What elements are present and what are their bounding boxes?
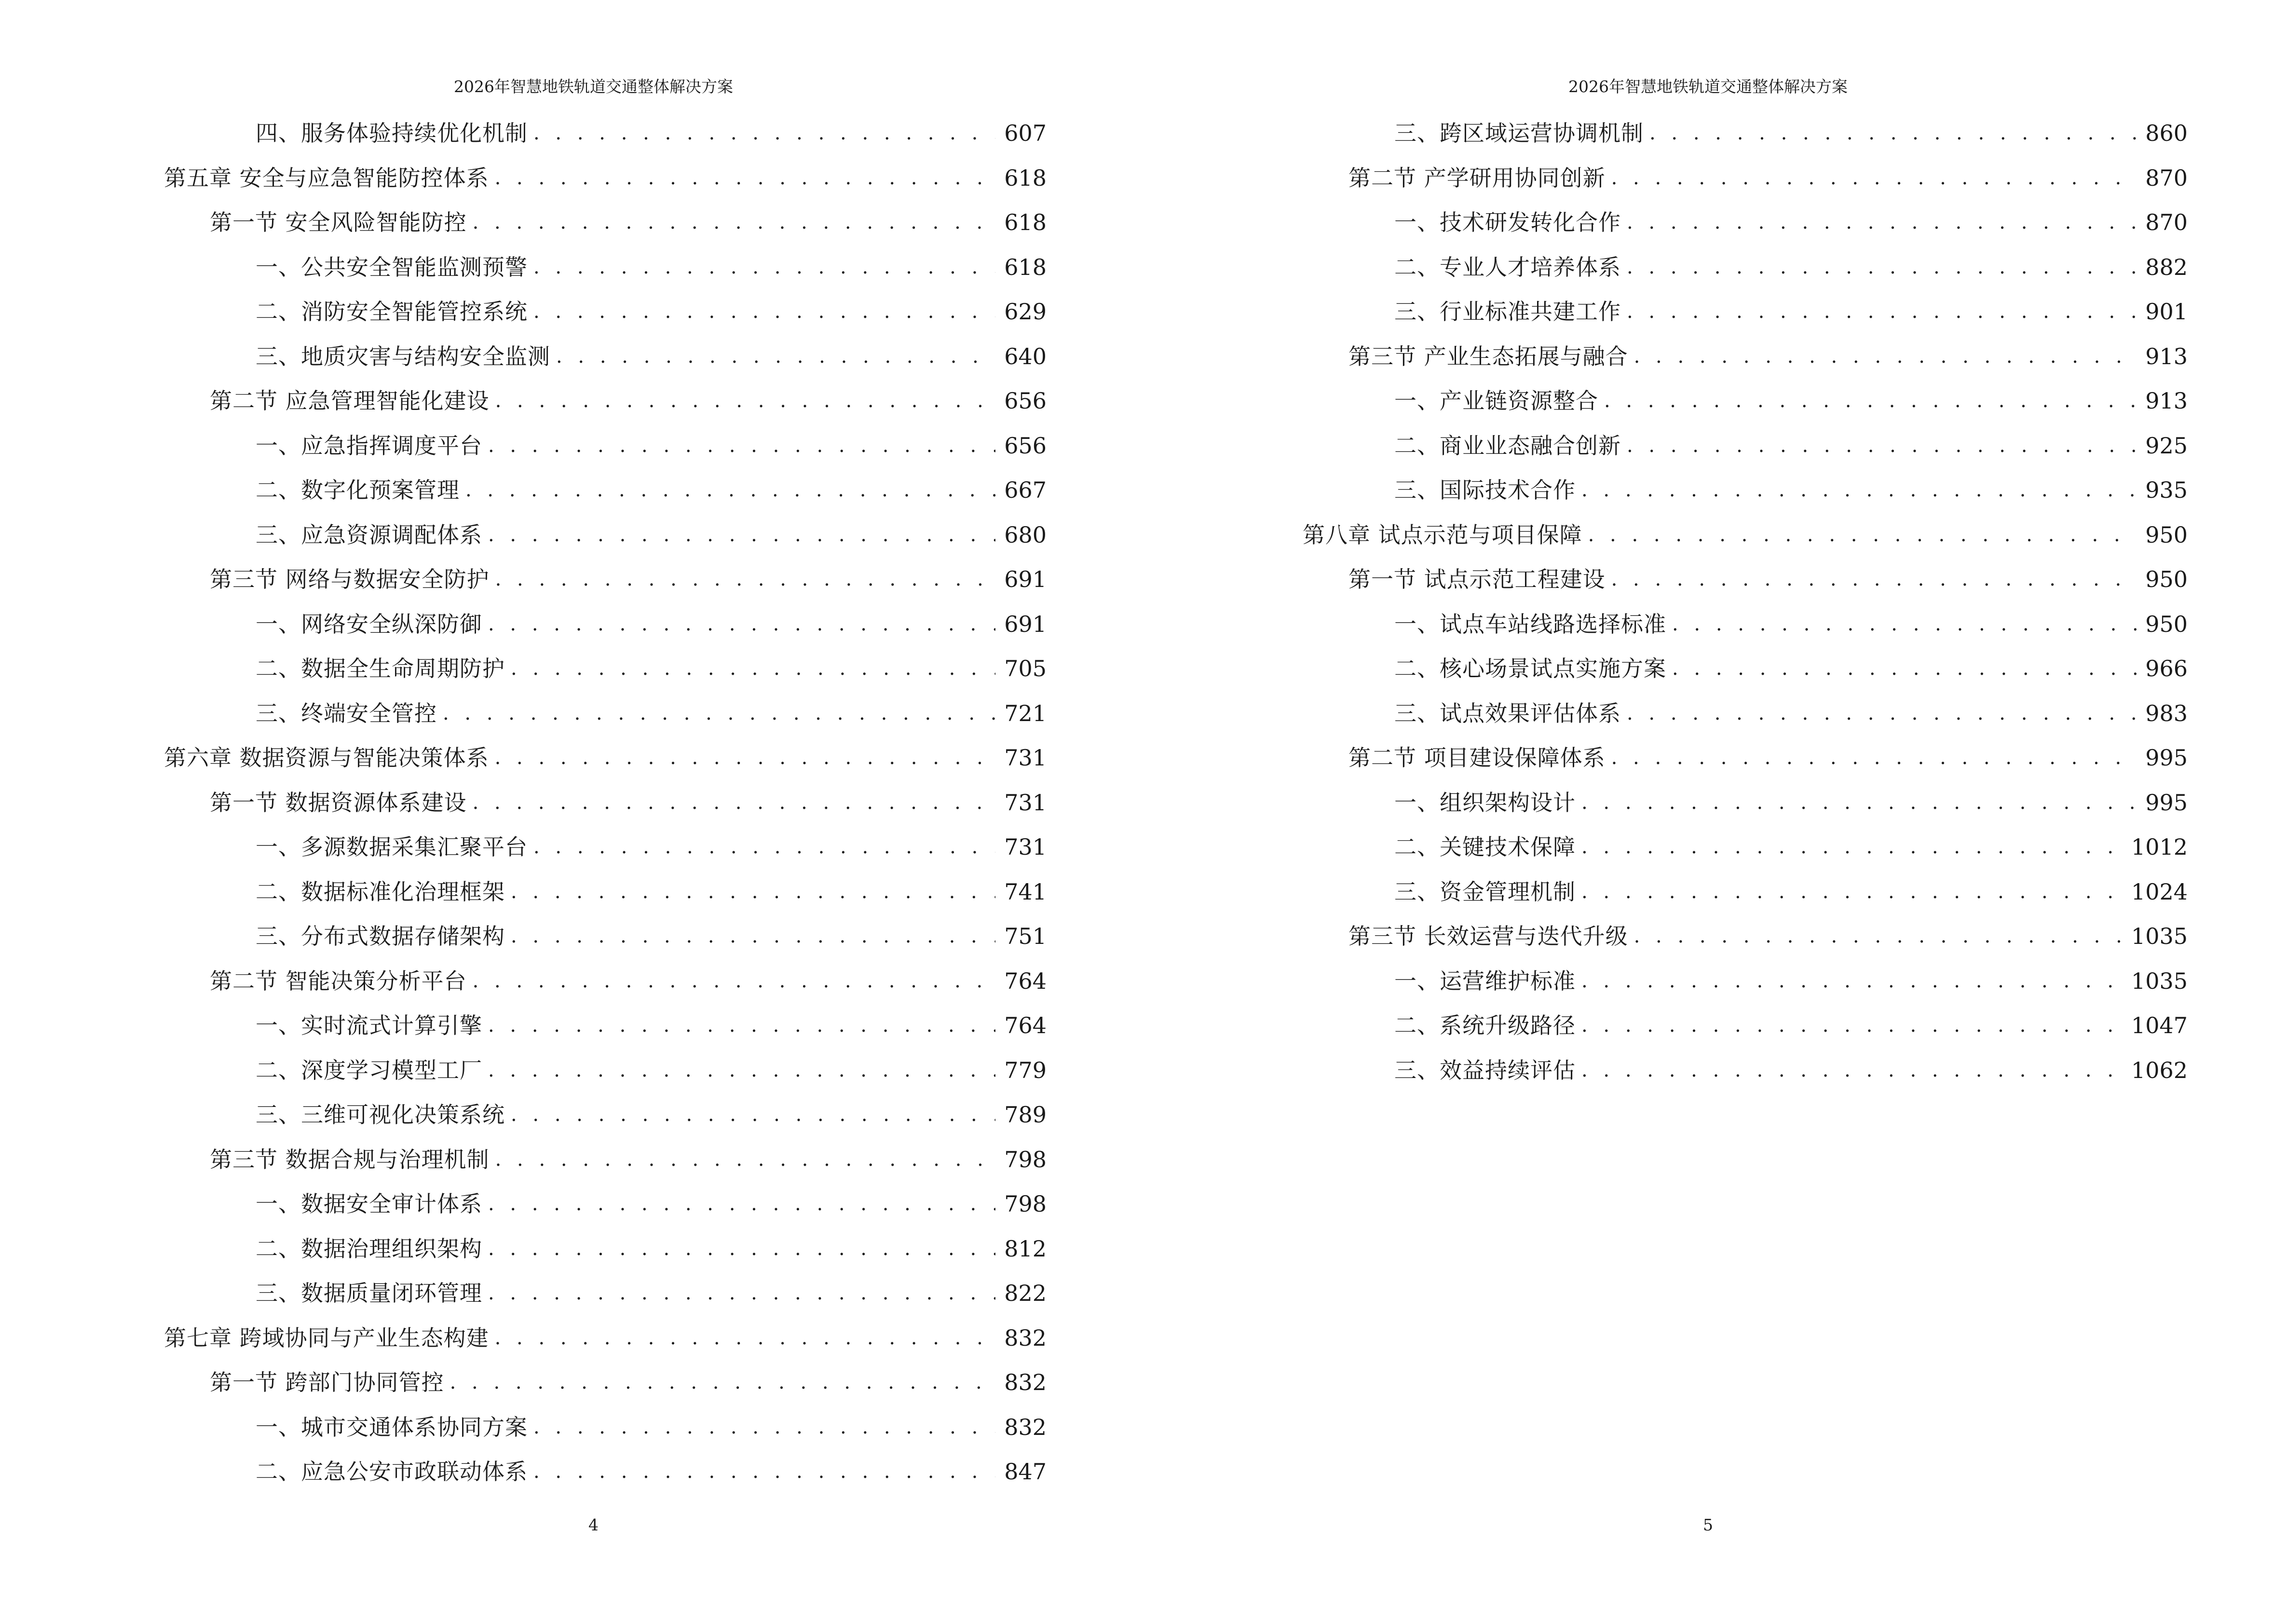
toc-entry-title: 第一节 安全风险智能防控 (210, 209, 467, 236)
dot-leader (495, 387, 996, 414)
dot-leader (511, 878, 995, 905)
dot-leader (1627, 298, 2137, 325)
dot-leader (533, 833, 995, 860)
dot-leader (1611, 744, 2137, 771)
toc-entry-page-number: 1024 (2131, 878, 2188, 905)
toc-entry[interactable] (164, 468, 1047, 513)
toc-entry-page-number: 913 (2145, 343, 2188, 369)
toc-entry-title: 一、实时流式计算引擎 (256, 1012, 482, 1039)
toc-entry-page-number: 983 (2145, 700, 2188, 726)
toc-entry-page-number: 764 (1004, 968, 1047, 994)
toc-entry-title: 三、资金管理机制 (1394, 878, 1576, 905)
toc-entry[interactable] (1303, 468, 2188, 513)
toc-entry-title: 第二节 项目建设保障体系 (1348, 745, 1606, 771)
dot-leader (1581, 477, 2137, 504)
toc-entry-title: 三、分布式数据存储架构 (256, 923, 505, 950)
dot-leader (533, 120, 995, 147)
dot-leader (473, 789, 996, 816)
toc-entry-title: 第二节 智能决策分析平台 (210, 968, 467, 994)
toc-entry-page-number: 741 (1004, 878, 1047, 905)
toc-entry-title: 第六章 数据资源与智能决策体系 (164, 745, 489, 771)
page-number: 4 (588, 1515, 599, 1534)
dot-leader (1649, 120, 2137, 147)
dot-leader (511, 655, 995, 682)
toc-entry[interactable] (164, 691, 1047, 736)
toc-entry-title: 第八章 试点示范与项目保障 (1303, 521, 1582, 548)
toc-entry[interactable] (164, 1182, 1047, 1227)
dot-leader (495, 164, 996, 191)
dot-leader (533, 1414, 995, 1441)
toc-entry[interactable] (1303, 959, 2188, 1004)
toc-entry-page-number: 731 (1004, 745, 1047, 771)
toc-entry-title: 二、数据治理组织架构 (256, 1235, 482, 1262)
dot-leader (488, 1190, 995, 1217)
toc-entry-page-number: 751 (1004, 923, 1047, 950)
toc-entry-page-number: 798 (1004, 1191, 1047, 1217)
running-header: 2026年智慧地铁轨道交通整体解决方案 (1568, 77, 1848, 96)
toc-entry-title: 二、关键技术保障 (1394, 834, 1576, 860)
toc-entry[interactable] (164, 1316, 1047, 1361)
toc-entry[interactable] (164, 1048, 1047, 1093)
toc-entry-page-number: 995 (2145, 745, 2188, 771)
toc-entry[interactable] (1303, 379, 2188, 423)
toc-entry[interactable] (1303, 334, 2188, 379)
toc-entry-title: 二、应急公安市政联动体系 (256, 1459, 528, 1485)
toc-entry-title: 三、行业标准共建工作 (1394, 299, 1621, 325)
toc-entry-title: 三、地质灾害与结构安全监测 (256, 343, 550, 369)
toc-entry-page-number: 1062 (2131, 1057, 2188, 1083)
toc-entry-page-number: 882 (2145, 254, 2188, 280)
toc-entry-title: 二、系统升级路径 (1394, 1012, 1576, 1039)
toc-entry-title: 一、运营维护标准 (1394, 968, 1576, 994)
dot-leader (488, 1235, 995, 1262)
dot-leader (1611, 566, 2137, 593)
toc-entry-page-number: 779 (1004, 1057, 1047, 1083)
toc-entry-title: 第三节 网络与数据安全防护 (210, 566, 490, 593)
dot-leader (488, 1280, 995, 1307)
toc-entry-page-number: 705 (1004, 655, 1047, 682)
dot-leader (488, 611, 995, 638)
toc-entry-page-number: 731 (1004, 834, 1047, 860)
toc-entry-page-number: 822 (1004, 1280, 1047, 1307)
toc-entry-page-number: 1012 (2131, 834, 2188, 860)
toc-entry-page-number: 1035 (2131, 923, 2188, 950)
toc-entry-page-number: 764 (1004, 1012, 1047, 1039)
toc-entry-page-number: 925 (2145, 432, 2188, 459)
dot-leader (1604, 387, 2137, 414)
toc-entry-title: 第二节 应急管理智能化建设 (210, 388, 490, 414)
toc-entry[interactable] (1303, 245, 2188, 290)
dot-leader (1634, 343, 2137, 370)
toc-entry[interactable] (1303, 914, 2188, 959)
toc-entry-title: 第一节 数据资源体系建设 (210, 789, 467, 816)
toc-entry[interactable] (164, 914, 1047, 959)
toc-entry-page-number: 832 (1004, 1414, 1047, 1440)
page-number: 5 (1703, 1515, 1713, 1534)
toc-entry[interactable] (1303, 1003, 2188, 1048)
toc-entry-title: 二、深度学习模型工厂 (256, 1057, 482, 1083)
toc-entry[interactable] (164, 423, 1047, 468)
toc-entry[interactable] (164, 736, 1047, 780)
toc-entry-title: 二、商业业态融合创新 (1394, 432, 1621, 459)
toc-entry[interactable] (164, 289, 1047, 334)
toc-entry-title: 第一节 跨部门协同管控 (210, 1369, 444, 1396)
toc-entry[interactable] (1303, 691, 2188, 736)
dot-leader (495, 566, 996, 593)
dot-leader (495, 744, 996, 771)
toc-entry-page-number: 1035 (2131, 968, 2188, 994)
toc-entry[interactable] (164, 1271, 1047, 1316)
dot-leader (1634, 923, 2123, 950)
toc-entry-page-number: 935 (2145, 477, 2188, 504)
toc-entry[interactable] (1303, 870, 2188, 914)
toc-entry-page-number: 607 (1004, 120, 1047, 147)
dot-leader (511, 1101, 995, 1128)
toc-entry[interactable] (1303, 825, 2188, 870)
toc-entry-title: 三、效益持续评估 (1394, 1057, 1576, 1083)
toc-entry[interactable] (164, 1405, 1047, 1450)
toc-entry-title: 三、国际技术合作 (1394, 477, 1576, 504)
dot-leader (443, 700, 995, 727)
toc-entry-page-number: 691 (1004, 611, 1047, 637)
toc-entry[interactable] (164, 1003, 1047, 1048)
toc-entry-page-number: 618 (1004, 254, 1047, 280)
dot-leader (1581, 968, 2123, 995)
toc-entry-title: 一、组织架构设计 (1394, 789, 1576, 816)
toc-entry[interactable] (1303, 736, 2188, 780)
toc-entry-page-number: 618 (1004, 164, 1047, 191)
toc-entry[interactable] (164, 200, 1047, 245)
toc-entry[interactable] (1303, 111, 2188, 156)
toc-entry[interactable] (164, 1449, 1047, 1494)
toc-entry[interactable] (164, 646, 1047, 691)
toc-entry-title: 第三节 数据合规与治理机制 (210, 1146, 490, 1173)
dot-leader (488, 1057, 995, 1084)
toc-entry-page-number: 950 (2145, 566, 2188, 593)
dot-leader (1581, 1057, 2123, 1084)
toc-entry-title: 三、应急资源调配体系 (256, 521, 482, 548)
dot-leader (1627, 254, 2137, 281)
toc-entry[interactable] (1303, 156, 2188, 201)
toc-entry-page-number: 640 (1004, 343, 1047, 369)
toc-entry-page-number: 950 (2145, 521, 2188, 548)
toc-entry-title: 一、应急指挥调度平台 (256, 432, 482, 459)
toc-entry-title: 二、数字化预案管理 (256, 477, 460, 504)
toc-entry-title: 一、数据安全审计体系 (256, 1191, 482, 1217)
toc-entry[interactable] (1303, 646, 2188, 691)
toc-entry-title: 二、数据标准化治理框架 (256, 878, 505, 905)
toc-entry-title: 二、核心场景试点实施方案 (1394, 655, 1666, 682)
dot-leader (1672, 655, 2137, 682)
toc-entry[interactable] (164, 825, 1047, 870)
toc-entry-title: 一、多源数据采集汇聚平台 (256, 834, 528, 860)
dot-leader (1627, 700, 2137, 727)
dot-leader (495, 1324, 996, 1351)
toc-entry[interactable] (164, 1137, 1047, 1182)
toc-entry-page-number: 860 (2145, 120, 2188, 147)
toc-entry[interactable] (1303, 423, 2188, 468)
table-of-contents (1303, 111, 2188, 1092)
dot-leader (511, 923, 995, 950)
dot-leader (556, 343, 995, 370)
toc-entry-title: 一、产业链资源整合 (1394, 388, 1598, 414)
dot-leader (465, 477, 995, 504)
dot-leader (1581, 1012, 2123, 1039)
toc-entry[interactable] (1303, 1048, 2188, 1093)
toc-entry-page-number: 966 (2145, 655, 2188, 682)
toc-entry-page-number: 667 (1004, 477, 1047, 504)
toc-entry-title: 一、试点车站线路选择标准 (1394, 611, 1666, 637)
toc-entry[interactable] (164, 379, 1047, 423)
toc-entry[interactable] (1303, 557, 2188, 602)
toc-entry-page-number: 901 (2145, 299, 2188, 325)
dot-leader (473, 209, 996, 236)
toc-entry[interactable] (164, 513, 1047, 558)
toc-entry-page-number: 656 (1004, 432, 1047, 459)
toc-entry-title: 一、城市交通体系协同方案 (256, 1414, 528, 1440)
toc-entry[interactable] (164, 780, 1047, 825)
dot-leader (1581, 789, 2137, 816)
toc-entry[interactable] (164, 557, 1047, 602)
toc-entry-title: 第三节 长效运营与迭代升级 (1348, 923, 1628, 950)
toc-entry-page-number: 913 (2145, 388, 2188, 414)
dot-leader (1672, 611, 2137, 638)
toc-entry-page-number: 832 (1004, 1369, 1047, 1396)
toc-entry-title: 二、消防安全智能管控系统 (256, 299, 528, 325)
toc-entry[interactable] (1303, 200, 2188, 245)
toc-entry[interactable] (164, 1227, 1047, 1271)
dot-leader (533, 254, 995, 281)
toc-entry-title: 三、三维可视化决策系统 (256, 1102, 505, 1128)
toc-entry-page-number: 812 (1004, 1235, 1047, 1262)
dot-leader (488, 1012, 995, 1039)
toc-entry[interactable] (164, 156, 1047, 201)
toc-entry[interactable] (1303, 513, 2188, 558)
dot-leader (495, 1146, 996, 1173)
toc-entry-page-number: 691 (1004, 566, 1047, 593)
table-of-contents (164, 111, 1047, 1494)
toc-entry-title: 二、数据全生命周期防护 (256, 655, 505, 682)
dot-leader (1611, 164, 2137, 191)
toc-entry[interactable] (1303, 780, 2188, 825)
toc-entry-title: 三、跨区域运营协调机制 (1394, 120, 1644, 147)
toc-entry[interactable] (164, 602, 1047, 647)
toc-entry-title: 第五章 安全与应急智能防控体系 (164, 164, 489, 191)
toc-entry-title: 三、数据质量闭环管理 (256, 1280, 482, 1307)
dot-leader (488, 432, 995, 459)
toc-entry[interactable] (1303, 289, 2188, 334)
toc-entry-page-number: 870 (2145, 164, 2188, 191)
toc-entry-page-number: 950 (2145, 611, 2188, 637)
dot-leader (1581, 878, 2123, 905)
dot-leader (533, 298, 995, 325)
toc-entry[interactable] (164, 334, 1047, 379)
toc-entry-page-number: 731 (1004, 789, 1047, 816)
toc-entry-title: 四、服务体验持续优化机制 (256, 120, 528, 147)
toc-entry-title: 第一节 试点示范工程建设 (1348, 566, 1606, 593)
toc-entry-page-number: 847 (1004, 1459, 1047, 1485)
toc-entry-title: 三、试点效果评估体系 (1394, 700, 1621, 726)
dot-leader (533, 1458, 995, 1485)
toc-entry-page-number: 870 (2145, 209, 2188, 236)
toc-entry-title: 一、公共安全智能监测预警 (256, 254, 528, 280)
dot-leader (473, 968, 996, 995)
toc-entry-page-number: 789 (1004, 1102, 1047, 1128)
toc-entry-page-number: 1047 (2131, 1012, 2188, 1039)
dot-leader (488, 521, 995, 548)
toc-entry[interactable] (164, 1360, 1047, 1405)
toc-entry[interactable] (164, 245, 1047, 290)
dot-leader (450, 1369, 996, 1396)
toc-entry-page-number: 995 (2145, 789, 2188, 816)
dot-leader (1627, 432, 2137, 459)
toc-entry[interactable] (1303, 602, 2188, 647)
toc-entry[interactable] (164, 1092, 1047, 1137)
dot-leader (1627, 209, 2137, 236)
toc-entry[interactable] (164, 870, 1047, 914)
toc-entry[interactable] (164, 959, 1047, 1004)
toc-entry-page-number: 629 (1004, 299, 1047, 325)
toc-entry[interactable] (164, 111, 1047, 156)
toc-entry-page-number: 721 (1004, 700, 1047, 726)
toc-entry-page-number: 618 (1004, 209, 1047, 236)
running-header: 2026年智慧地铁轨道交通整体解决方案 (454, 77, 733, 96)
right-page (1144, 0, 2287, 1624)
toc-entry-title: 一、网络安全纵深防御 (256, 611, 482, 637)
toc-entry-page-number: 798 (1004, 1146, 1047, 1173)
toc-entry-title: 一、技术研发转化合作 (1394, 209, 1621, 236)
toc-entry-title: 第二节 产学研用协同创新 (1348, 164, 1606, 191)
toc-entry-title: 三、终端安全管控 (256, 700, 437, 726)
toc-entry-title: 第三节 产业生态拓展与融合 (1348, 343, 1628, 369)
toc-entry-title: 第七章 跨域协同与产业生态构建 (164, 1324, 489, 1351)
toc-entry-page-number: 680 (1004, 521, 1047, 548)
toc-entry-page-number: 656 (1004, 388, 1047, 414)
toc-entry-title: 二、专业人才培养体系 (1394, 254, 1621, 280)
toc-entry-page-number: 832 (1004, 1324, 1047, 1351)
dot-leader (1581, 833, 2123, 860)
dot-leader (1588, 521, 2137, 548)
